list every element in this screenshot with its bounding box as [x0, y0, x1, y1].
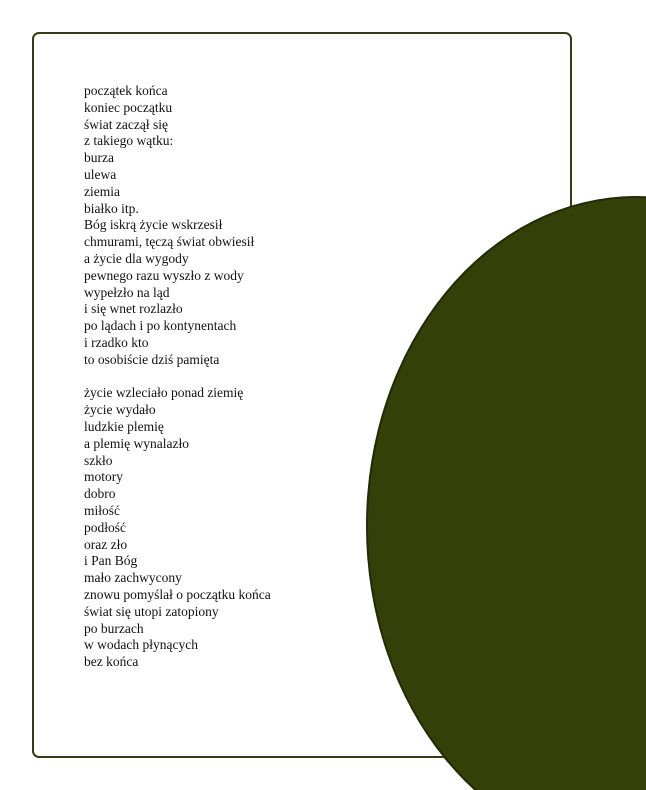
poem-line: bez końca [84, 654, 139, 670]
poem-line: życie wzleciało ponad ziemię [84, 385, 244, 401]
poem-line: początek końca [84, 83, 168, 98]
poem-line: i rzadko kto [84, 334, 149, 350]
poem-line: wypełzło na ląd [84, 284, 170, 300]
poem-stanza-1 [84, 83, 384, 369]
poem-line: miłość [84, 502, 120, 518]
poem-line: chmurami, tęczą świat obwiesił [84, 234, 255, 250]
poem-line: życie wydało [84, 402, 156, 418]
poem-line: burza [84, 150, 114, 166]
poem-line: znowu pomyślał o początku końca [84, 586, 271, 602]
poem-line: dobro [84, 486, 116, 502]
poem-line: z takiego wątku: [84, 133, 174, 149]
poem-line: podłość [84, 519, 126, 535]
poem-line: po burzach [84, 620, 144, 636]
poem-line: w wodach płynących [84, 637, 198, 653]
poem-text [84, 83, 384, 688]
poem-line: oraz zło [84, 536, 128, 552]
poem-line: świat się utopi zatopiony [84, 603, 219, 619]
poem-line: szkło [84, 452, 113, 468]
poem-line: ludzkie plemię [84, 418, 164, 434]
poem-line: ulewa [84, 166, 117, 182]
poem-line: i Pan Bóg [84, 553, 138, 569]
poem-line: po lądach i po kontynentach [84, 318, 237, 334]
poem-stanza-2 [84, 385, 384, 671]
poem-line: a plemię wynalazło [84, 435, 189, 451]
poem-line: koniec początku [84, 99, 173, 115]
poem-line: to osobiście dziś pamięta [84, 351, 220, 367]
poem-line: białko itp. [84, 200, 139, 216]
poem-line: ziemia [84, 183, 120, 199]
poem-line: pewnego razu wyszło z wody [84, 267, 244, 283]
poem-line: motory [84, 469, 123, 485]
poem-line: mało zachwycony [84, 570, 182, 586]
poem-line: Bóg iskrą życie wskrzesił [84, 217, 223, 233]
poem-line: świat zaczął się [84, 116, 168, 132]
poem-line: a życie dla wygody [84, 250, 189, 266]
poem-line: i się wnet rozlazło [84, 301, 183, 317]
